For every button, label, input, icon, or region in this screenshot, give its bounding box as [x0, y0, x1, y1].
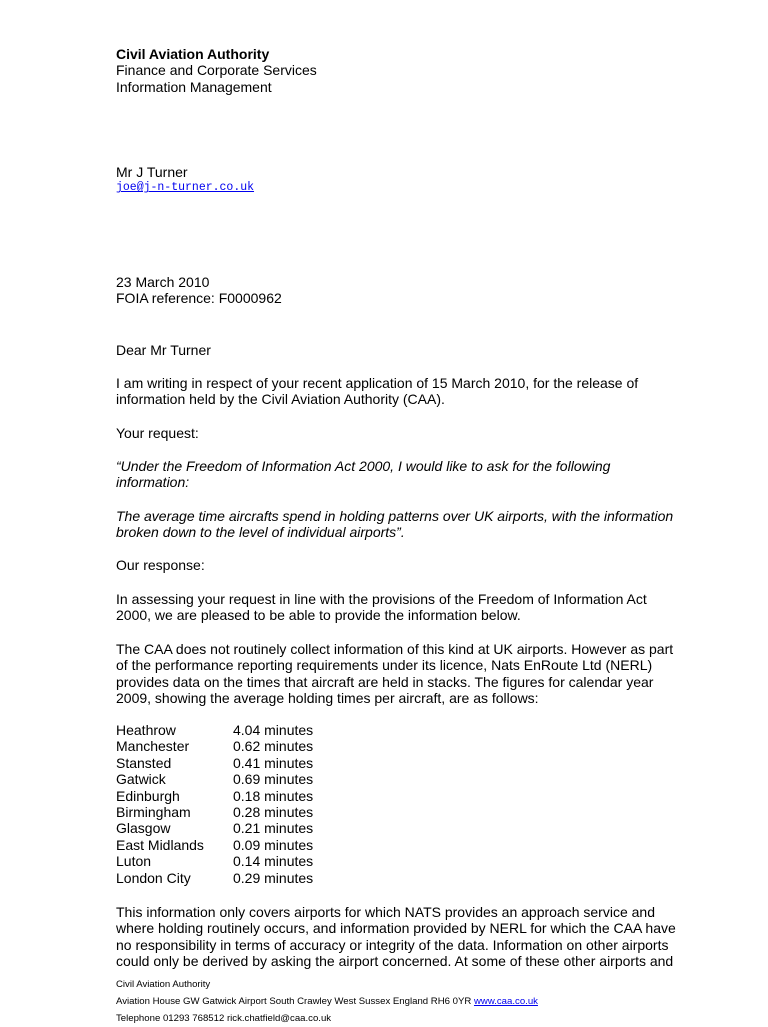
- sender-block: [116, 46, 317, 95]
- holding-time: 0.21 minutes: [233, 820, 314, 837]
- airport-name: London City: [116, 869, 191, 886]
- airport-name: Manchester: [116, 738, 190, 755]
- airport-name: Glasgow: [116, 820, 171, 837]
- sender-org: Civil Aviation Authority: [116, 46, 270, 62]
- airport-name: Stansted: [116, 754, 172, 771]
- recipient-email-link[interactable]: joe@j-n-turner.co.uk: [116, 181, 255, 195]
- holding-time: 0.41 minutes: [233, 754, 314, 771]
- holding-time: 0.62 minutes: [233, 738, 314, 755]
- holding-time: 4.04 minutes: [233, 722, 314, 738]
- table-row: [116, 788, 313, 804]
- table-row: [116, 853, 313, 869]
- closing-paragraph: This information only covers airports for which NATS provides an approach service and where holding routinely occurs, and information provided by NERL for which the CAA have no responsibility in terms of accuracy or integrity of the data. Information on other airports could only be derived by asking the airport concerned. At some of these other airports and: [116, 904, 676, 970]
- response-heading: Our response:: [116, 557, 205, 573]
- airport-name: Birmingham: [116, 804, 191, 821]
- table-row: [116, 837, 313, 853]
- airport-name: Edinburgh: [116, 787, 180, 804]
- table-row: [116, 738, 313, 754]
- footer-org: Civil Aviation Authority: [116, 979, 211, 990]
- response-paragraph-1: In assessing your request in line with the provisions of the Freedom of Information Act 2000, we are pleased to be able to provide the information below.: [116, 591, 647, 624]
- airport-name: Gatwick: [116, 771, 166, 788]
- airport-name: Luton: [116, 853, 152, 870]
- recipient-block: [116, 164, 254, 197]
- table-row: [116, 755, 313, 771]
- recipient-name: Mr J Turner: [116, 164, 188, 180]
- salutation: Dear Mr Turner: [116, 342, 211, 358]
- response-paragraph-2: The CAA does not routinely collect information of this kind at UK airports. However as part of the performance reporting requirements under its licence, Nats EnRoute Ltd (NERL) provides data on the times that aircraft are held in stacks. The figures for calendar year 2009, showing the average holding times per aircraft, are as follows:: [116, 641, 674, 707]
- table-row: [116, 722, 313, 738]
- holding-time: 0.14 minutes: [233, 853, 314, 870]
- sender-unit: Information Management: [116, 78, 272, 95]
- letter-footer: [116, 976, 538, 1027]
- holding-times-table: [116, 722, 313, 886]
- request-quote-1: “Under the Freedom of Information Act 2000, I would like to ask for the following information:: [116, 458, 611, 491]
- holding-time: 0.28 minutes: [233, 804, 314, 821]
- footer-website-link[interactable]: www.caa.co.uk: [473, 996, 538, 1007]
- request-heading: Your request:: [116, 425, 199, 441]
- holding-time: 0.18 minutes: [233, 787, 314, 804]
- table-row: [116, 771, 313, 787]
- intro-paragraph: I am writing in respect of your recent application of 15 March 2010, for the release of information held by the Civil Aviation Authority (CAA).: [116, 375, 639, 408]
- foia-reference: FOIA reference: F0000962: [116, 290, 282, 307]
- request-quote-2: The average time aircrafts spend in holding patterns over UK airports, with the information broken down to the level of individual airports”.: [116, 508, 674, 541]
- meta-block: [116, 274, 282, 307]
- sender-dept: Finance and Corporate Services: [116, 62, 317, 79]
- airport-name: Heathrow: [116, 722, 176, 738]
- airport-name: East Midlands: [116, 836, 204, 853]
- holding-time: 0.69 minutes: [233, 771, 314, 788]
- footer-address-line: [116, 993, 538, 1010]
- holding-time: 0.09 minutes: [233, 836, 314, 853]
- holding-time: 0.29 minutes: [233, 869, 314, 886]
- footer-address: Aviation House GW Gatwick Airport South Crawley West Sussex England RH6 0YR: [116, 996, 472, 1007]
- table-row: [116, 870, 313, 886]
- footer-contact: Telephone 01293 768512 rick.chatfield@caa.co.uk: [116, 1013, 332, 1024]
- table-row: [116, 820, 313, 836]
- letter-date: 23 March 2010: [116, 274, 210, 290]
- table-row: [116, 804, 313, 820]
